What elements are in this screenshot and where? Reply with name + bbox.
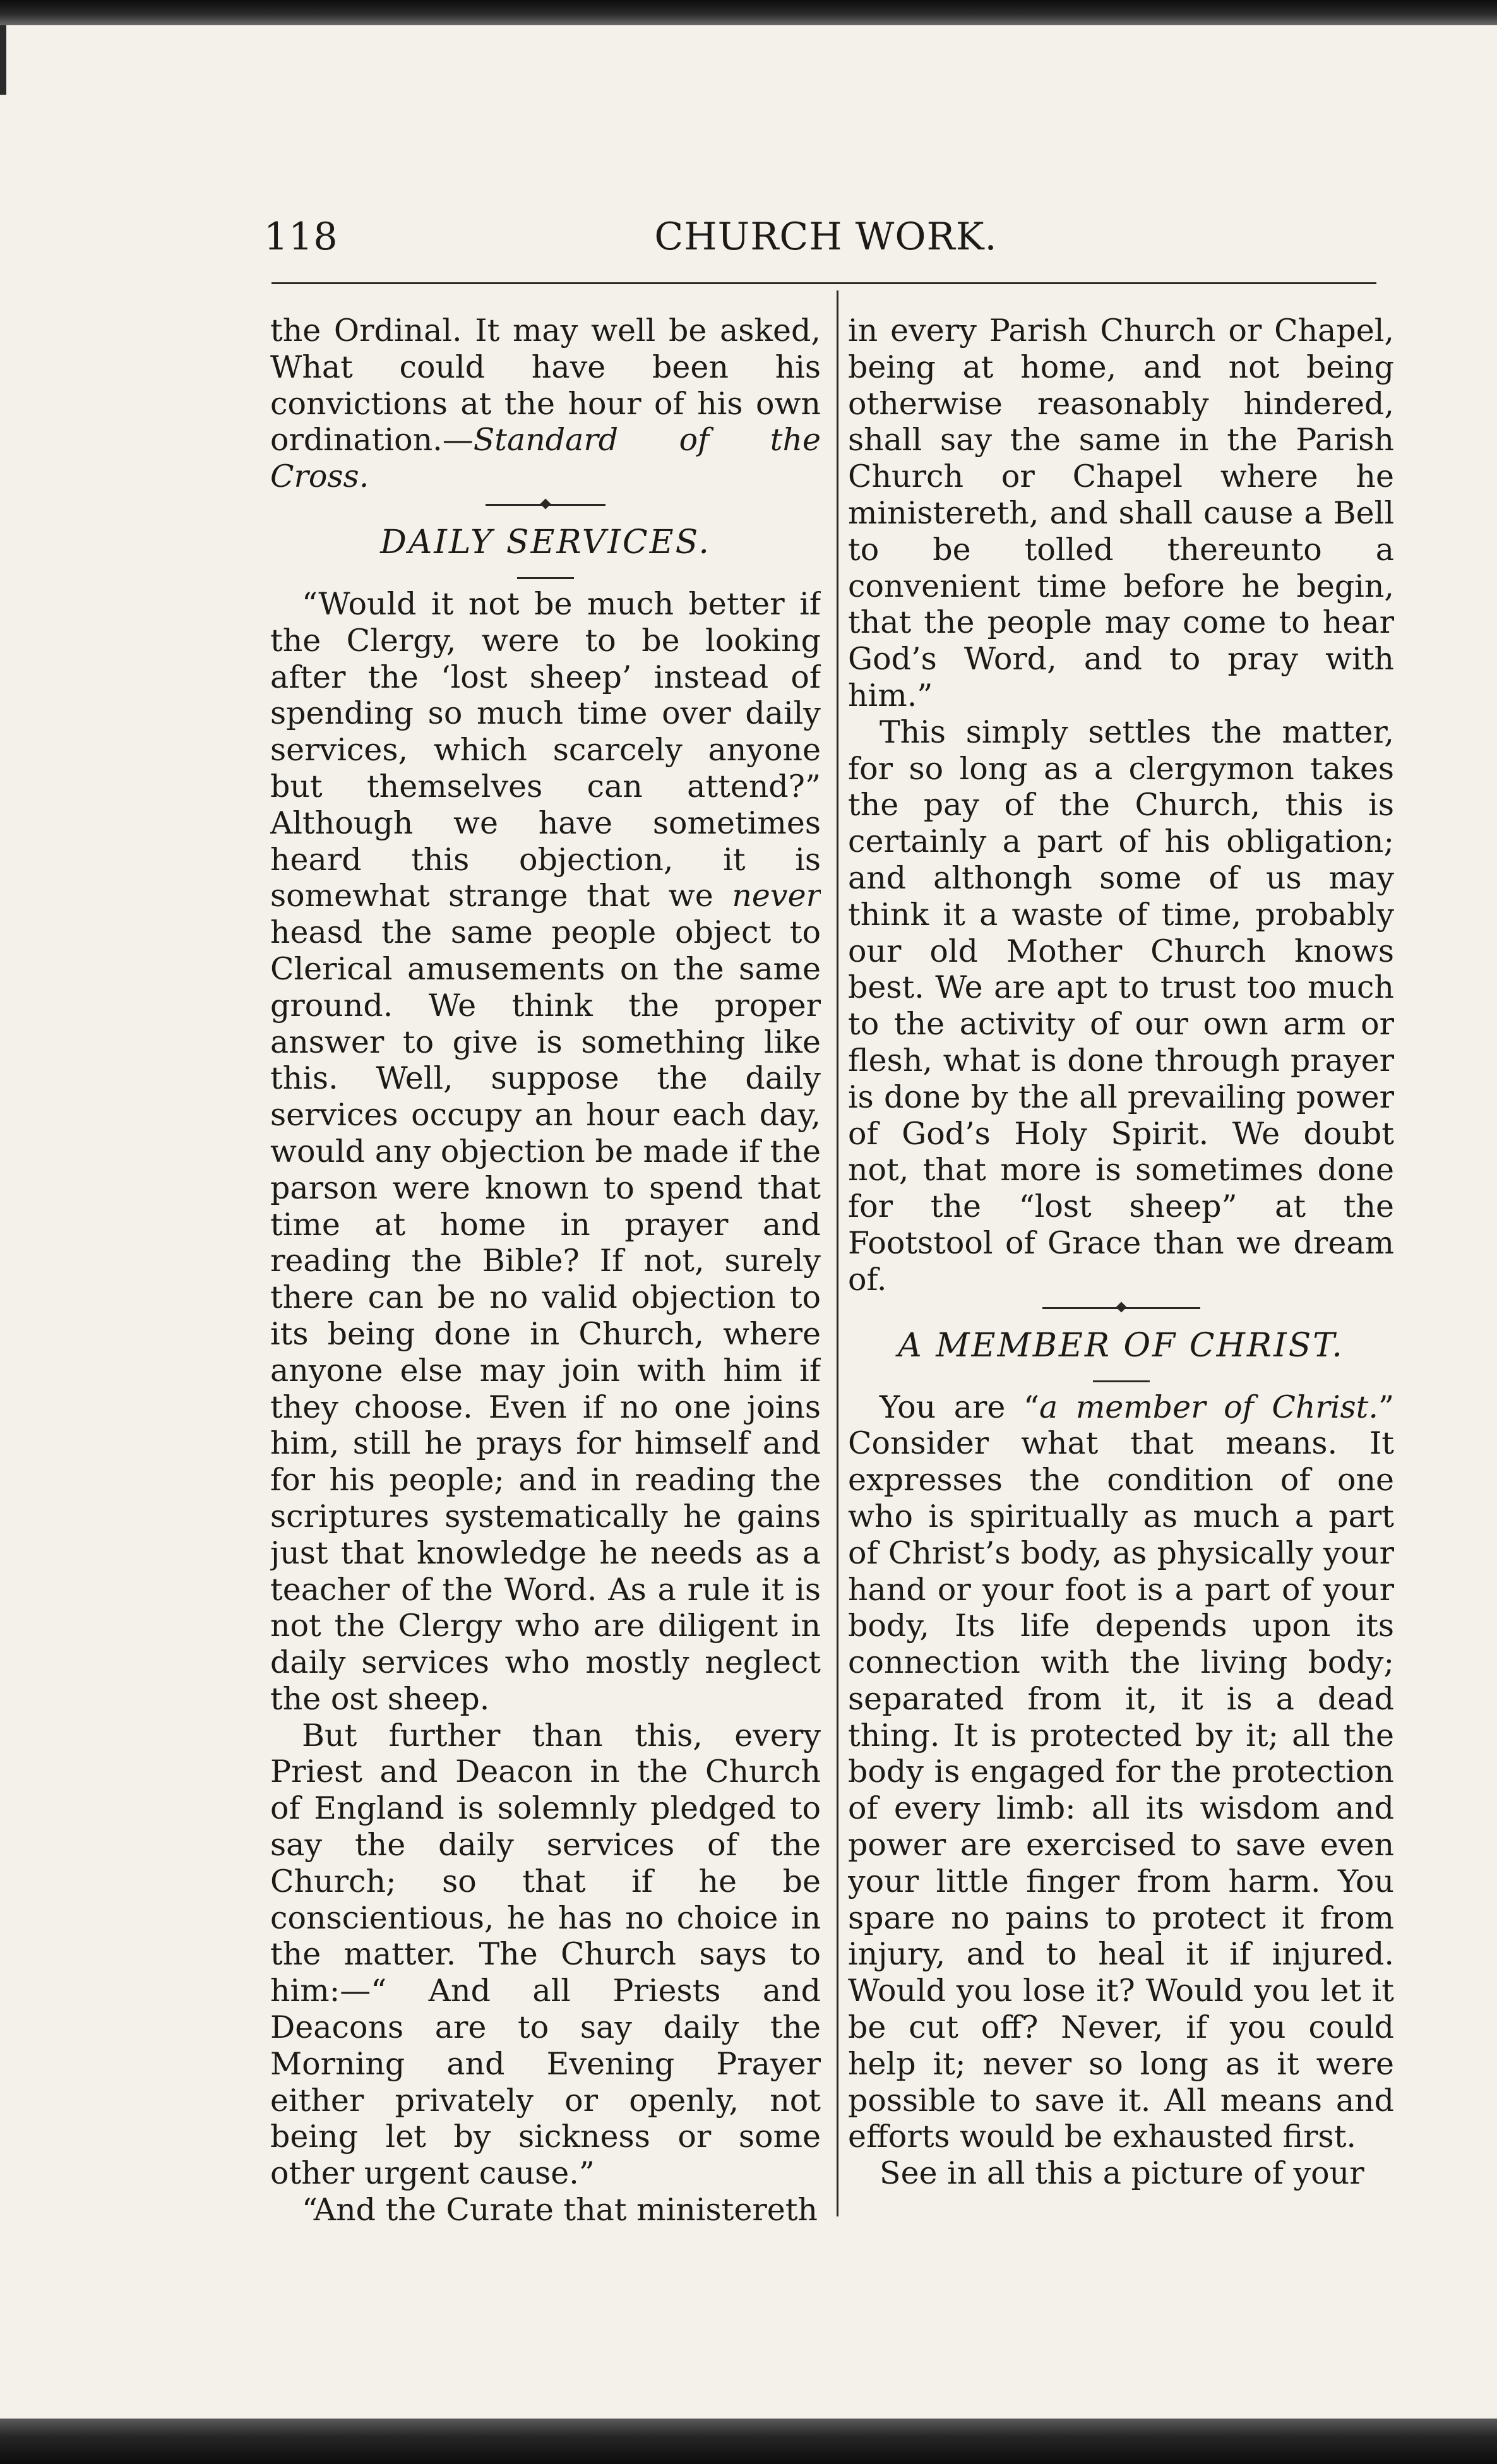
section-title: A MEMBER OF CHRIST. (898, 1326, 1344, 1365)
section-ornament (848, 1298, 1394, 1317)
section-title: DAILY SERVICES. (380, 523, 711, 561)
section-ornament (270, 495, 821, 514)
paragraph: This simply settles the matter, for so long as a clergymon takes the pay of the Church, this is certainly a part of his obligation; and althongh some of us may think it a waste of time, probably our old Mother Church knows best. We are apt to trust too much to the activity of our own arm or flesh, what is done through prayer is done by the all prevailing power of God’s Holy Spirit. We doubt not, that more is sometimes done for the “lost sheep” at the Footstool of Grace than we dream of. (848, 714, 1394, 1298)
title-dash (848, 1374, 1394, 1389)
left-column (270, 313, 821, 2232)
right-column (848, 313, 1394, 2232)
paragraph: You are “a member of Christ.” Consider what that means. It expresses the condition of one who is spiritually as much a part of Christ’s body, as physically your hand or your foot is a part of your body, Its life depends upon its connection with the living body; separated from it, it is a dead thing. It is protected by it; all the body is engaged for the protection of every limb: all its wisdom and power are exercised to save even your little finger from harm. You spare no pains to protect it from injury, and to heal it if injured. Would you lose it? Would you let it be cut off? Never, if you could help it; never so long as it were possible to save it. All means and efforts would be exhausted first. (848, 1389, 1394, 2155)
running-title: CHURCH WORK. (654, 215, 998, 259)
paragraph: “And the Curate that ministereth (302, 2192, 818, 2228)
paragraph: See in all this a picture of your (880, 2155, 1364, 2192)
scan-edge-bottom (0, 2419, 1497, 2464)
paragraph: But further than this, every Priest and Deacon in the Church of England is solemnly pledged to say the daily services of the Church; so that if he be conscientious, he has no choice in the matter. The Church says to him:—“ And all Priests and Deacons are to say daily the Morning and Evening Prayer either privately or openly, not being let by sickness or some other urgent cause.” (270, 1717, 821, 2192)
page-number: 118 (264, 215, 338, 259)
paragraph: in every Parish Church or Chapel, being at home, and not being otherwise reasonably hindered, shall say the same in the Parish Church or Chapel where he ministereth, and shall cause a Bell to be tolled thereunto a convenient time before he begin, that the people may come to hear God’s Word, and to pray with him.” (848, 313, 1394, 714)
paragraph: “Would it not be much better if the Clergy, were to be looking after the ‘lost sheep’ instead of spending so much time over daily services, which scarcely anyone but themselves can attend?” Although we have sometimes heard this objection, it is somewhat strange that we never heasd the same people object to Clerical amusements on the same ground. We think the proper answer to give is something like this. Well, suppose the daily services occupy an hour each day, would any objection be made if the parson were known to spend that time at home in prayer and reading the Bible? If not, surely there can be no valid objection to its being done in Church, where anyone else may join with him if they choose. Even if no one joins him, still he prays for himself and for his people; and in reading the scriptures systematically he gains just that knowledge he needs as a teacher of the Word. As a rule it is not the Clergy who are diligent in daily services who mostly neglect the ost sheep. (270, 585, 821, 1717)
paragraph: the Ordinal. It may well be asked, What could have been his convictions at the hour of his own ordination.—Standard of the Cross. (270, 313, 821, 495)
column-divider (837, 290, 838, 2216)
source-citation: Standard of the Cross. (270, 422, 821, 495)
page-header (264, 208, 1388, 265)
header-rule (271, 282, 1376, 284)
scan-edge-top (0, 0, 1497, 25)
title-dash (270, 571, 821, 586)
scan-edge-left (0, 25, 6, 95)
